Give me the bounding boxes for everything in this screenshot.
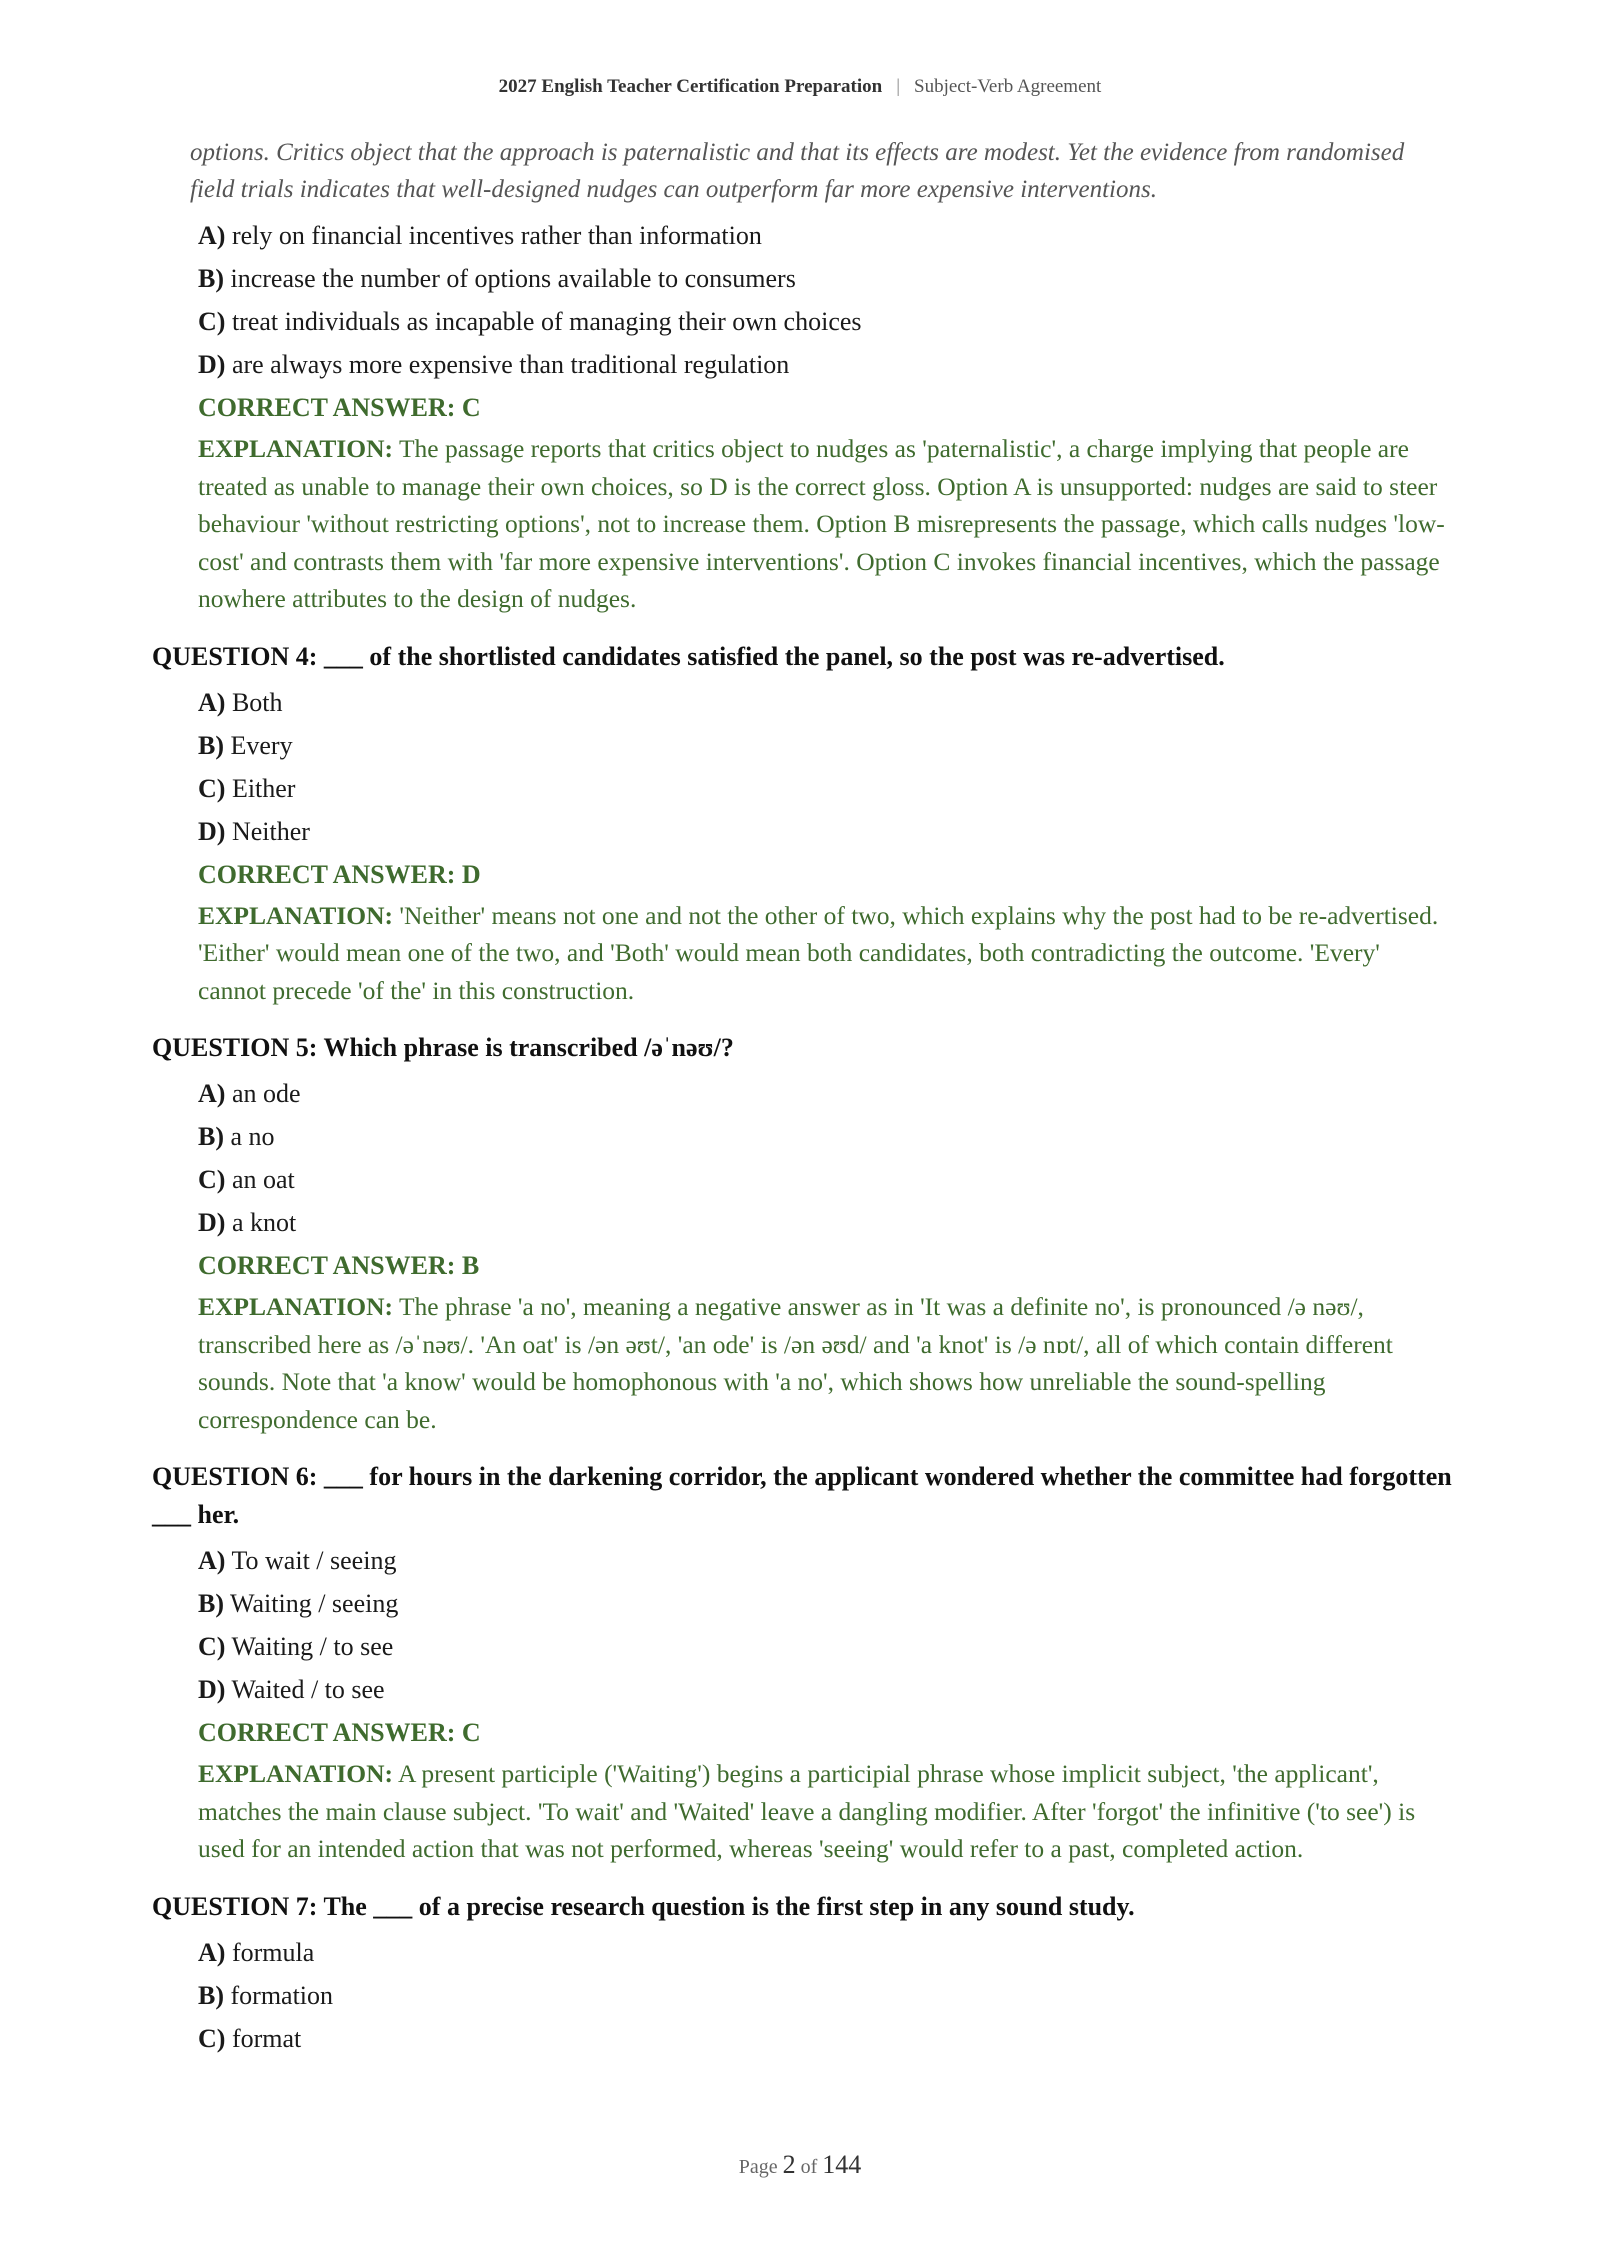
option-letter: D) bbox=[198, 350, 226, 379]
explanation-text: The phrase 'a no', meaning a negative answer as in 'It was a definite no', is pronounced /ə nəʊ/, transcribed here as /əˈnəʊ/. 'An oat' is /ən əʊt/, 'an ode' is /ən əʊd/ and 'a knot' is /ə nɒt/, all of which contain different sounds. Note that 'a know' would be homophonous with 'a no', which shows how unreliable the sound-spelling correspondence can be. bbox=[198, 1292, 1393, 1434]
option-d bbox=[198, 810, 1452, 853]
option-a bbox=[198, 1539, 1452, 1582]
question-stem: QUESTION 7: The ___ of a precise research question is the first step in any sound study. bbox=[152, 1891, 1135, 1921]
answer-options bbox=[152, 214, 1452, 386]
option-a bbox=[198, 1072, 1452, 1115]
explanation bbox=[198, 897, 1452, 1010]
option-text: Every bbox=[230, 730, 293, 760]
option-letter: C) bbox=[198, 1632, 226, 1661]
option-d bbox=[198, 1201, 1452, 1244]
explanation-label: EXPLANATION: bbox=[198, 434, 394, 463]
option-c bbox=[198, 767, 1452, 810]
option-text: Either bbox=[231, 773, 296, 803]
option-letter: C) bbox=[198, 1165, 226, 1194]
page-content bbox=[152, 134, 1452, 2060]
explanation bbox=[198, 430, 1452, 618]
option-letter: C) bbox=[198, 307, 226, 336]
option-letter: A) bbox=[198, 1937, 226, 1967]
option-a bbox=[198, 1931, 1452, 1974]
option-text: format bbox=[231, 2023, 302, 2053]
answer-options bbox=[152, 1931, 1452, 2060]
question-stem: QUESTION 5: Which phrase is transcribed /əˈnəʊ/? bbox=[152, 1033, 734, 1062]
option-text: increase the number of options available to consumers bbox=[230, 264, 796, 293]
page-footer bbox=[0, 2150, 1600, 2180]
page-number: 2 bbox=[782, 2150, 796, 2179]
option-text: rely on financial incentives rather than information bbox=[231, 221, 762, 250]
explanation-text: A present participle ('Waiting') begins a participial phrase whose implicit subject, 'the applicant', matches the main clause subject. 'To wait' and 'Waited' leave a dangling modifier. After 'forgot' the infinitive ('to see') is used for an intended action that was not performed, whereas 'seeing' would refer to a past, completed action. bbox=[198, 1759, 1416, 1863]
header-topic: Subject-Verb Agreement bbox=[914, 76, 1102, 97]
option-text: are always more expensive than traditional regulation bbox=[231, 350, 790, 379]
question-block-5 bbox=[152, 1029, 1452, 1438]
option-letter: D) bbox=[198, 816, 226, 846]
correct-answer: CORRECT ANSWER: B bbox=[198, 1251, 480, 1280]
answer-options bbox=[152, 681, 1452, 853]
question-block-7 bbox=[152, 1888, 1452, 2060]
option-text: Both bbox=[231, 687, 283, 717]
option-text: a knot bbox=[231, 1208, 297, 1237]
option-letter: B) bbox=[198, 1589, 224, 1618]
question-block-3 bbox=[152, 134, 1452, 618]
option-text: To wait / seeing bbox=[231, 1546, 397, 1575]
option-letter: B) bbox=[198, 264, 224, 293]
option-letter: C) bbox=[198, 773, 226, 803]
explanation-text: The passage reports that critics object to nudges as 'paternalistic', a charge implying that people are treated as unable to manage their own choices, so D is the correct gloss. Option A is unsupported: nudges are said to steer behaviour 'without restricting options', not to increase them. Option B misrepresents the passage, which calls nudges 'low-cost' and contrasts them with 'far more expensive interventions'. Option C invokes financial incentives, which the passage nowhere attributes to the design of nudges. bbox=[198, 434, 1445, 613]
option-text: Neither bbox=[231, 816, 310, 846]
option-a bbox=[198, 681, 1452, 724]
option-text: formula bbox=[231, 1937, 315, 1967]
option-letter: A) bbox=[198, 1079, 226, 1108]
option-letter: B) bbox=[198, 1980, 224, 2010]
option-c bbox=[198, 1625, 1452, 1668]
option-text: Waited / to see bbox=[231, 1675, 385, 1704]
option-b bbox=[198, 724, 1452, 767]
option-text: Waiting / to see bbox=[231, 1632, 394, 1661]
option-letter: D) bbox=[198, 1208, 226, 1237]
explanation bbox=[198, 1288, 1452, 1438]
option-b bbox=[198, 1974, 1452, 2017]
correct-answer: CORRECT ANSWER: D bbox=[198, 859, 481, 889]
option-text: a no bbox=[230, 1122, 275, 1151]
option-letter: B) bbox=[198, 730, 224, 760]
explanation-label: EXPLANATION: bbox=[198, 1292, 394, 1321]
option-letter: A) bbox=[198, 1546, 226, 1575]
question-stem: QUESTION 6: ___ for hours in the darkening corridor, the applicant wondered whether the committee had forgotten ___ her. bbox=[152, 1462, 1452, 1529]
correct-answer: CORRECT ANSWER: C bbox=[198, 1718, 481, 1747]
option-c bbox=[198, 1158, 1452, 1201]
option-b bbox=[198, 257, 1452, 300]
option-text: formation bbox=[230, 1980, 334, 2010]
explanation-text: 'Neither' means not one and not the other of two, which explains why the post had to be re-advertised. 'Either' would mean one of the two, and 'Both' would mean both candidates, both contradicting the outcome. 'Every' cannot precede 'of the' in this construction. bbox=[198, 900, 1439, 1005]
question-stem: QUESTION 4: ___ of the shortlisted candidates satisfied the panel, so the post was re-advertised. bbox=[152, 641, 1225, 671]
running-header bbox=[0, 76, 1600, 98]
option-c bbox=[198, 300, 1452, 343]
answer-options bbox=[152, 1072, 1452, 1244]
question-block-6 bbox=[152, 1458, 1452, 1868]
option-d bbox=[198, 343, 1452, 386]
option-a bbox=[198, 214, 1452, 257]
of-word: of bbox=[800, 2156, 818, 2178]
option-letter: D) bbox=[198, 1675, 226, 1704]
explanation bbox=[198, 1755, 1452, 1868]
explanation-label: EXPLANATION: bbox=[198, 900, 394, 930]
page-word: Page bbox=[738, 2156, 778, 2178]
option-letter: A) bbox=[198, 221, 226, 250]
option-text: an oat bbox=[231, 1165, 295, 1194]
passage-text: options. Critics object that the approach is paternalistic and that its effects are modest. Yet the evidence from randomised field trials indicates that well-designed nudges can outperform far more expensive interventions. bbox=[190, 139, 1405, 203]
option-text: treat individuals as incapable of managing their own choices bbox=[231, 307, 862, 336]
answer-options bbox=[152, 1539, 1452, 1711]
option-letter: B) bbox=[198, 1122, 224, 1151]
correct-answer: CORRECT ANSWER: C bbox=[198, 393, 481, 422]
explanation-label: EXPLANATION: bbox=[198, 1759, 394, 1788]
option-text: an ode bbox=[231, 1079, 301, 1108]
option-c bbox=[198, 2017, 1452, 2060]
header-title: 2027 English Teacher Certification Preparation bbox=[498, 76, 883, 97]
option-text: Waiting / seeing bbox=[230, 1589, 399, 1618]
total-pages: 144 bbox=[822, 2150, 862, 2179]
option-letter: C) bbox=[198, 2023, 226, 2053]
option-b bbox=[198, 1115, 1452, 1158]
option-letter: A) bbox=[198, 687, 226, 717]
header-separator: | bbox=[896, 76, 900, 97]
option-b bbox=[198, 1582, 1452, 1625]
question-block-4 bbox=[152, 638, 1452, 1010]
option-d bbox=[198, 1668, 1452, 1711]
